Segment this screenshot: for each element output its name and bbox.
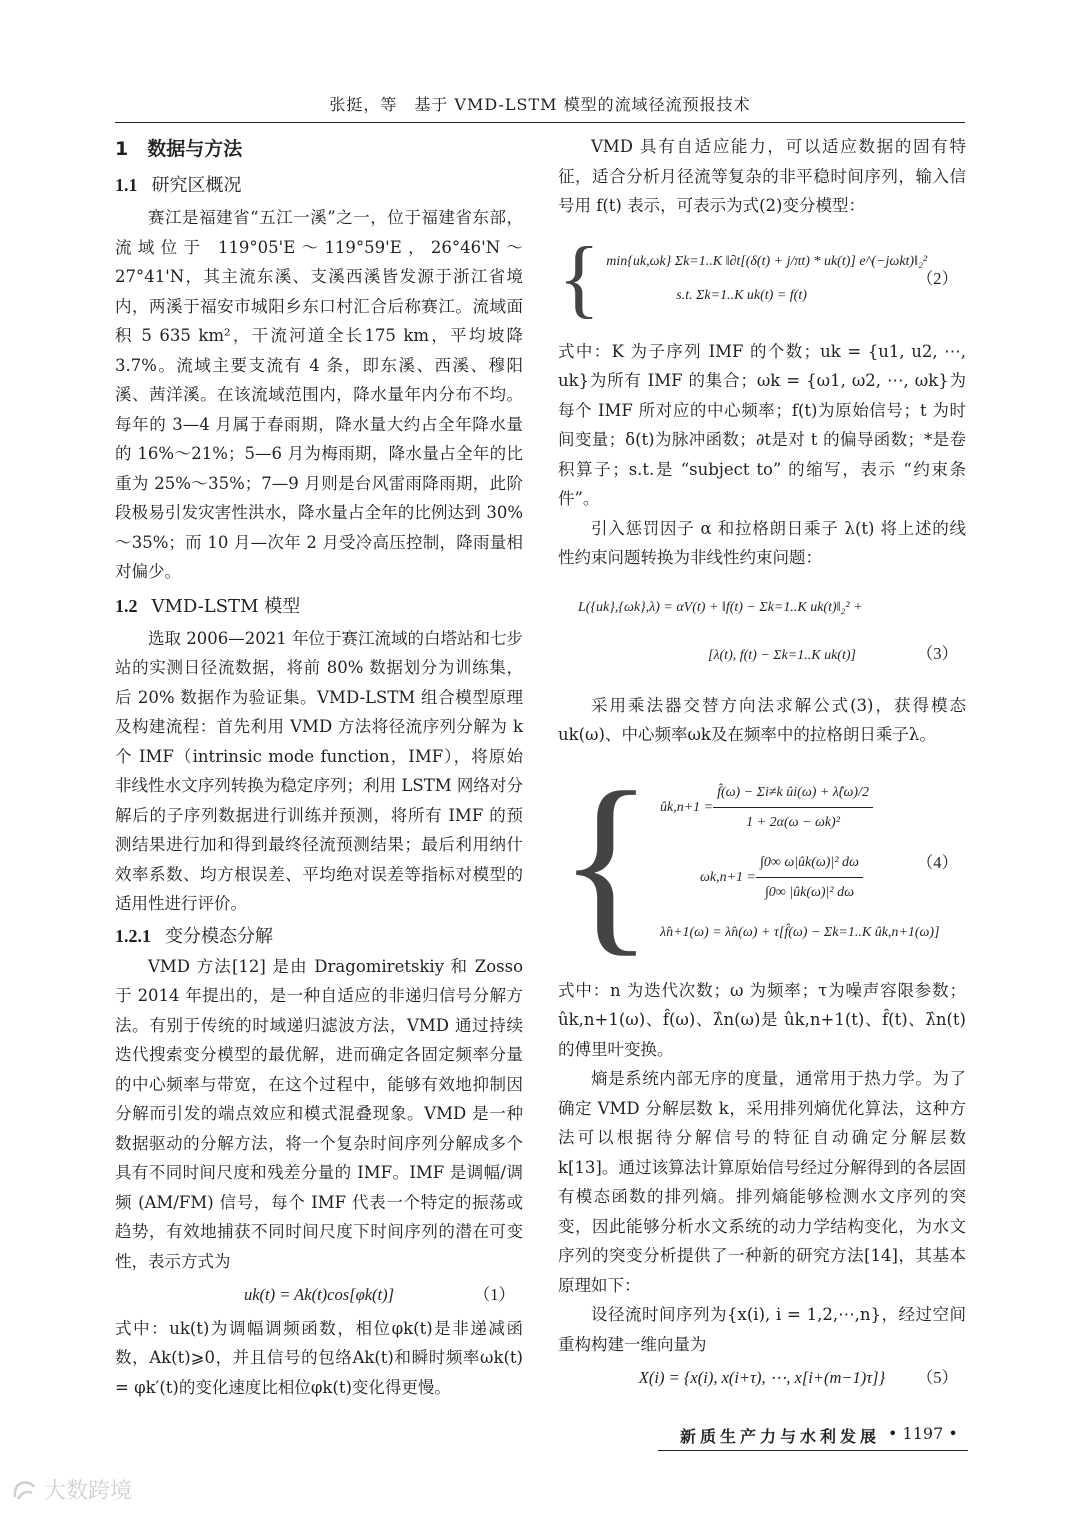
equation-3 [558, 577, 966, 687]
watermark-text: 大数跨境 [44, 1479, 133, 1504]
section-1-2-1-heading [115, 921, 523, 952]
equation-4-line-2 [660, 848, 940, 908]
equation-5-number: （5） [916, 1368, 958, 1387]
section-1-2-1-title: 变分模态分解 [165, 925, 273, 947]
equation-5-body: X(i) = {x(i), x(i+τ), ⋯, x[i+(m−1)τ]} [638, 1368, 886, 1387]
equation-4-line-1-fraction [713, 778, 873, 838]
paragraph-eq4-explanation: 式中：n 为迭代次数；ω 为频率；τ为噪声容限参数；ûk,n+1(ω)、f̂(ω)、λ̂n(ω)是 ûk,n+1(t)、f̂(t)、λ̂n(t)的傅里叶变换。 [558, 980, 966, 1059]
paragraph-permutation-entropy: 熵是系统内部无序的度量，通常用于热力学。为了确定 VMD 分解层数 k，采用排列熵优化算法，这种方法可以根据待分解信号的特征自动确定分解层数 k[13]。通过该算法计算原始信号经过分解得到的各层固有模态函数的排列熵。排列熵能够检测水文序列的突变，因此能够分析水文系统的动力学结构变化，为水文序列的突变分析提供了一种新的研究方法[14]，其基本原理如下： [558, 1069, 966, 1295]
equation-4-line-1-numerator: f̂(ω) − Σi≠k ûi(ω) + λ̂(ω)/2 [713, 778, 873, 809]
section-1-2-1-number: 1.2.1 [115, 925, 151, 946]
equation-1 [115, 1280, 523, 1310]
paragraph-time-series: 设径流时间序列为{x(i), i = 1,2,⋯,n}，经过空间重构构建一维向量为 [558, 1305, 966, 1354]
paragraph-admm: 采用乘法器交替方向法求解公式(3)，获得模态 uk(ω)、中心频率ωk及在频率中的拉格朗日乘子λ。 [558, 695, 966, 744]
equation-5 [558, 1363, 966, 1393]
paragraph-penalty-lagrange: 引入惩罚因子 α 和拉格朗日乘子 λ(t) 将上述的线性约束问题转换为非线性约束问题： [558, 518, 966, 567]
equation-3-line-1: L({uk},{ωk},λ) = αV(t) + ‖f(t) − Σk=1..K uk(t)‖₂² + [578, 599, 863, 615]
section-1-1-number: 1.1 [115, 175, 138, 195]
equation-2-number: （2） [916, 268, 958, 288]
paragraph-eq2-explanation: 式中：K 为子序列 IMF 的个数；uk = {u1, u2, ⋯, uk}为所有 IMF 的集合；ωk = {ω1, ω2, ⋯, ωk}为每个 IMF 所对应的中心频率；f(t)为原始信号；t 为时间变量；δ(t)为脉冲函数；∂t是对 t 的偏导函数；*是卷积算子；s.t.是 “subject to” 的缩写，表示 “约束条件”。 [558, 341, 966, 508]
paragraph-model-overview: 选取 2006—2021 年位于赛江流域的白塔站和七步站的实测日径流数据，将前 80% 数据划分为训练集，后 20% 数据作为验证集。VMD-LSTM 组合模型原理及构建流程：首先利用 VMD 方法将径流序列分解为 k 个 IMF（intrinsic mode function，IMF），将原始非线性水文序列转换为稳定序列；利用 LSTM 网络对分解后的子序列数据进行训练并预测，将所有 IMF 的预测结果进行加和得到最终径流预测结果；最后利用纳什效率系数、均方根误差、平均绝对误差等指标对模型的适用性进行评价。 [115, 628, 523, 913]
equation-4-line-3: λ̂n+1(ω) = λ̂n(ω) + τ[f̂(ω) − Σk=1..K ûk,n+1(ω)] [660, 924, 940, 940]
equation-4-line-2-denominator: ∫0∞ |ûk(ω)|² dω [764, 885, 854, 901]
equation-2 [558, 225, 966, 333]
header-rule [115, 122, 965, 123]
paragraph-vmd-intro: VMD 方法[12] 是由 Dragomiretskiy 和 Zosso 于 2014 年提出的，是一种自适应的非递归信号分解方法。有别于传统的时域递归滤波方法，VMD 通过持续迭代搜索变分模型的最优解，进而确定各固定频率分量的中心频率与带宽，在这个过程中，能够有效地抑制因分解而引发的端点效应和模式混叠现象。VMD 是一种数据驱动的分解方法，将一个复杂时间序列分解成多个具有不同时间尺度和残差分量的 IMF。IMF 是调幅/调频 (AM/FM) 信号，每个 IMF 代表一个特定的振荡或趋势，有效地捕获不同时间尺度下时间序列的潜在可变性，表示方式为 [115, 956, 523, 1271]
equation-2-brace: { [558, 229, 601, 327]
watermark [12, 1474, 132, 1505]
section-1-2-title: VMD-LSTM 模型 [151, 595, 301, 617]
equation-4-line-2-numerator: ∫0∞ ω|ûk(ω)|² dω [756, 848, 863, 879]
section-1-1-title: 研究区概况 [151, 175, 242, 196]
equation-4-line-1 [660, 778, 940, 838]
section-1-2-heading [115, 591, 523, 622]
left-column [115, 132, 523, 1402]
equation-4-line-1-lhs: ûk,n+1 = [660, 800, 714, 815]
equation-2-line-2: s.t. Σk=1..K uk(t) = f(t) [676, 287, 807, 303]
equation-4-number: （4） [916, 852, 958, 872]
section-1-1-heading [115, 170, 523, 201]
equation-3-line-2: [λ(t), f(t) − Σk=1..K uk(t)] [708, 647, 856, 663]
equation-4-brace: { [558, 751, 654, 973]
equation-1-number: （1） [473, 1285, 515, 1304]
equation-4-line-2-lhs: ωk,n+1 = [700, 870, 756, 885]
paragraph-eq1-explanation: 式中：uk(t)为调幅调频函数，相位φk(t)是非递减函数，Ak(t)⩾0，并且信号的包络Ak(t)和瞬时频率ωk(t) = φk′(t)的变化速度比相位φk(t)变化得更慢。 [115, 1318, 523, 1397]
page-number: • 1197 • [888, 1424, 958, 1443]
equation-1-body: uk(t) = Ak(t)cos[φk(t)] [243, 1285, 395, 1304]
equation-4-line-2-fraction [756, 848, 863, 908]
watermark-logo-icon [12, 1479, 38, 1501]
equation-2-lines [606, 245, 927, 313]
footer-rule [658, 1450, 968, 1451]
right-column [558, 132, 966, 1397]
paragraph-study-area: 赛江是福建省“五江一溪”之一，位于福建省东部，流域位于 119°05'E～119°59'E，26°46'N～27°41'N，其主流东溪、支溪西溪皆发源于浙江省境内，两溪于福安市城阳乡东口村汇合后称赛江。流域面积 5 635 km²，干流河道全长175 km，平均坡降 3.7%。流域主要支流有 4 条，即东溪、西溪、穆阳溪、茜洋溪。在该流域范围内，降水量年内分布不均。每年的 3—4 月属于春雨期，降水量大约占全年降水量的 16%～21%；5—6 月为梅雨期，降水量占全年的比重为 25%～35%；7—9 月则是台风雷雨降雨期，此阶段极易引发灾害性洪水，降水量占全年的比例达到 30%～35%；而 10 月—次年 2 月受冷高压控制，降雨量相对偏少。 [115, 208, 523, 581]
section-1-heading: 1 数据与方法 [115, 138, 243, 160]
equation-4-lines [660, 778, 940, 948]
paragraph-vmd-adaptive: VMD 具有自适应能力，可以适应数据的固有特征，适合分析月径流等复杂的非平稳时间序列，输入信号用 f(t) 表示，可表示为式(2)变分模型： [558, 137, 966, 215]
journal-name: 新质生产力与水利发展 [680, 1427, 881, 1446]
equation-3-number: （3） [916, 644, 958, 663]
equation-4-line-1-denominator: 1 + 2α(ω − ωk)² [746, 815, 840, 831]
equation-2-line-1: min{uk,ωk} Σk=1..K ‖∂t[(δ(t) + j/πt) * uk(t)] e^(−jωkt)‖₂² [606, 253, 928, 269]
running-header: 张挺，等 基于 VMD-LSTM 模型的流域径流预报技术 [329, 95, 751, 114]
section-1-2-number: 1.2 [115, 595, 138, 616]
equation-4 [558, 751, 966, 973]
